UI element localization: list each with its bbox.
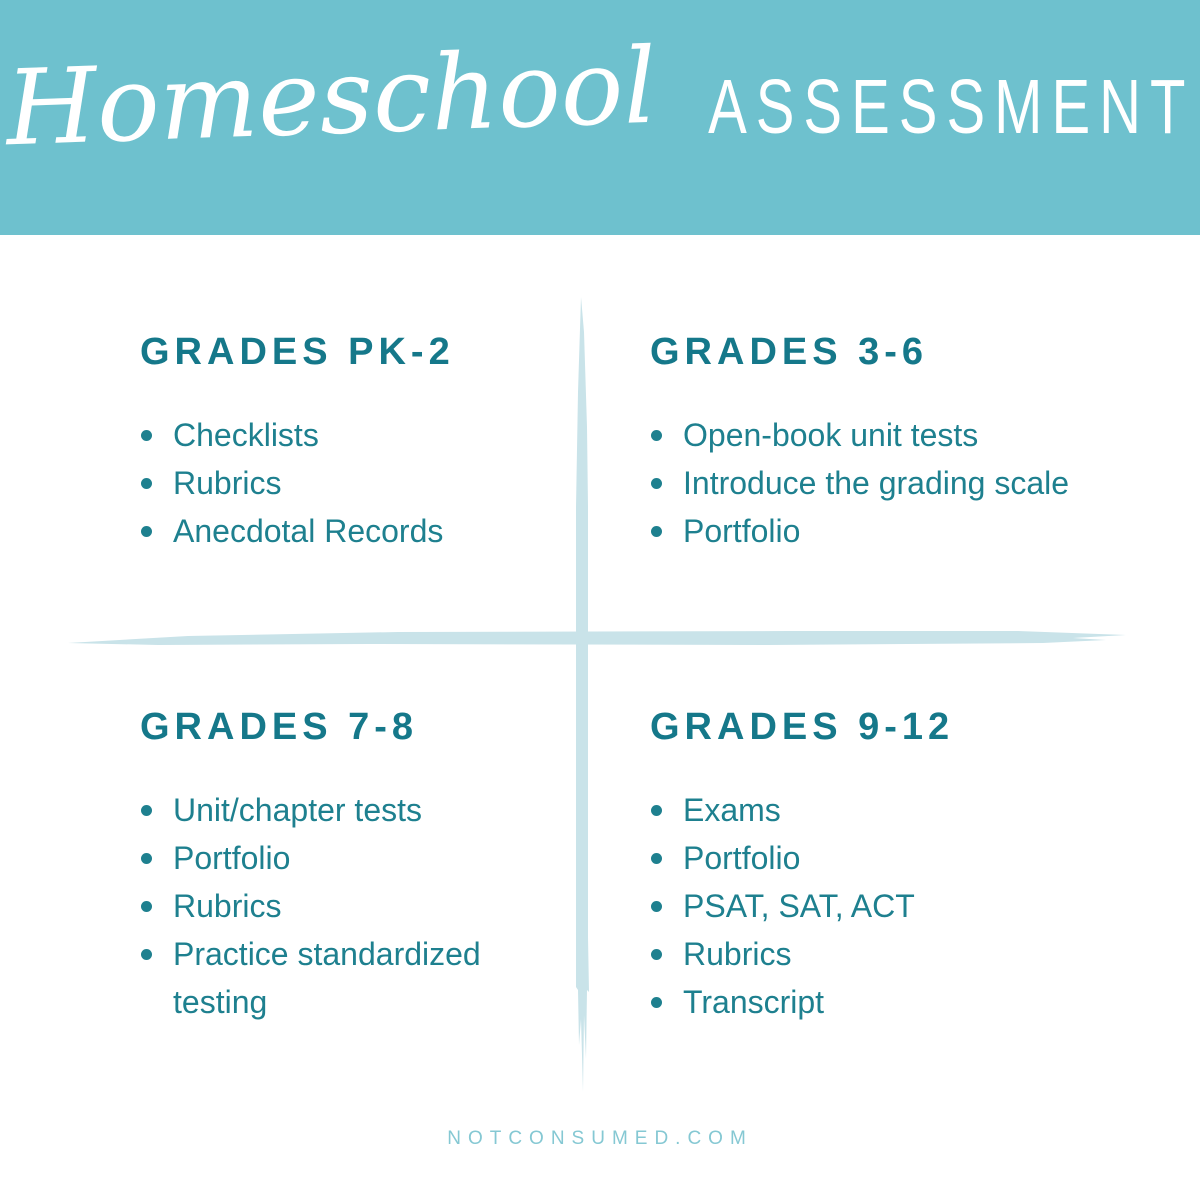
quadrant-list bbox=[140, 786, 570, 1026]
list-item bbox=[140, 834, 570, 882]
list-item bbox=[650, 786, 1110, 834]
bullet-icon bbox=[141, 478, 152, 489]
footer bbox=[0, 1128, 1200, 1150]
bullet-icon bbox=[651, 901, 662, 912]
list-item-label: Rubrics bbox=[173, 888, 282, 924]
list-item-label: Rubrics bbox=[683, 936, 792, 972]
list-item bbox=[650, 882, 1110, 930]
list-item-label: Exams bbox=[683, 792, 781, 828]
list-item-label: PSAT, SAT, ACT bbox=[683, 888, 915, 924]
bullet-icon bbox=[651, 805, 662, 816]
title-caps: ASSESSMENT bbox=[708, 64, 1195, 151]
bullet-icon bbox=[141, 949, 152, 960]
list-item bbox=[140, 930, 570, 1026]
bullet-icon bbox=[141, 805, 152, 816]
quadrant-heading: GRADES 9-12 bbox=[650, 706, 955, 748]
bullet-icon bbox=[141, 853, 152, 864]
list-item-label: Portfolio bbox=[683, 513, 801, 549]
list-item-label: Open-book unit tests bbox=[683, 417, 979, 453]
list-item bbox=[650, 459, 1162, 507]
header-banner bbox=[0, 0, 1200, 235]
bullet-icon bbox=[141, 430, 152, 441]
bullet-icon bbox=[651, 526, 662, 537]
list-item-label: Rubrics bbox=[173, 465, 282, 501]
list-item bbox=[650, 507, 1162, 555]
bullet-icon bbox=[141, 526, 152, 537]
list-item bbox=[140, 786, 570, 834]
list-item-label: Portfolio bbox=[173, 840, 291, 876]
list-item bbox=[140, 507, 540, 555]
bullet-icon bbox=[141, 901, 152, 912]
list-item bbox=[650, 411, 1162, 459]
bullet-icon bbox=[651, 853, 662, 864]
quadrant-grades-pk2 bbox=[140, 330, 540, 555]
quadrant-heading: GRADES 7-8 bbox=[140, 706, 419, 748]
list-item-label: Practice standardized testing bbox=[173, 936, 481, 1020]
list-item bbox=[650, 930, 1110, 978]
quadrant-heading: GRADES 3-6 bbox=[650, 331, 929, 373]
list-item-label: Anecdotal Records bbox=[173, 513, 444, 549]
title-script: Homeschool bbox=[3, 24, 658, 170]
list-item bbox=[650, 834, 1110, 882]
bullet-icon bbox=[651, 478, 662, 489]
vertical-divider bbox=[568, 297, 596, 1097]
list-item bbox=[140, 882, 570, 930]
list-item bbox=[140, 411, 540, 459]
quadrant-grades-3-6 bbox=[650, 330, 1162, 555]
quadrant-list bbox=[650, 411, 1162, 555]
quadrant-heading: GRADES PK-2 bbox=[140, 331, 455, 373]
list-item bbox=[650, 978, 1110, 1026]
bullet-icon bbox=[651, 997, 662, 1008]
bullet-icon bbox=[651, 949, 662, 960]
list-item-label: Introduce the grading scale bbox=[683, 465, 1070, 501]
footer-website: NOTCONSUMED.COM bbox=[447, 1128, 753, 1149]
list-item-label: Portfolio bbox=[683, 840, 801, 876]
horizontal-divider bbox=[68, 622, 1128, 654]
bullet-icon bbox=[651, 430, 662, 441]
list-item bbox=[140, 459, 540, 507]
list-item-label: Transcript bbox=[683, 984, 825, 1020]
list-item-label: Checklists bbox=[173, 417, 319, 453]
list-item-label: Unit/chapter tests bbox=[173, 792, 422, 828]
quadrant-grades-9-12 bbox=[650, 705, 1110, 1026]
quadrant-grades-7-8 bbox=[140, 705, 570, 1026]
quadrant-list bbox=[140, 411, 540, 555]
quadrant-list bbox=[650, 786, 1110, 1026]
